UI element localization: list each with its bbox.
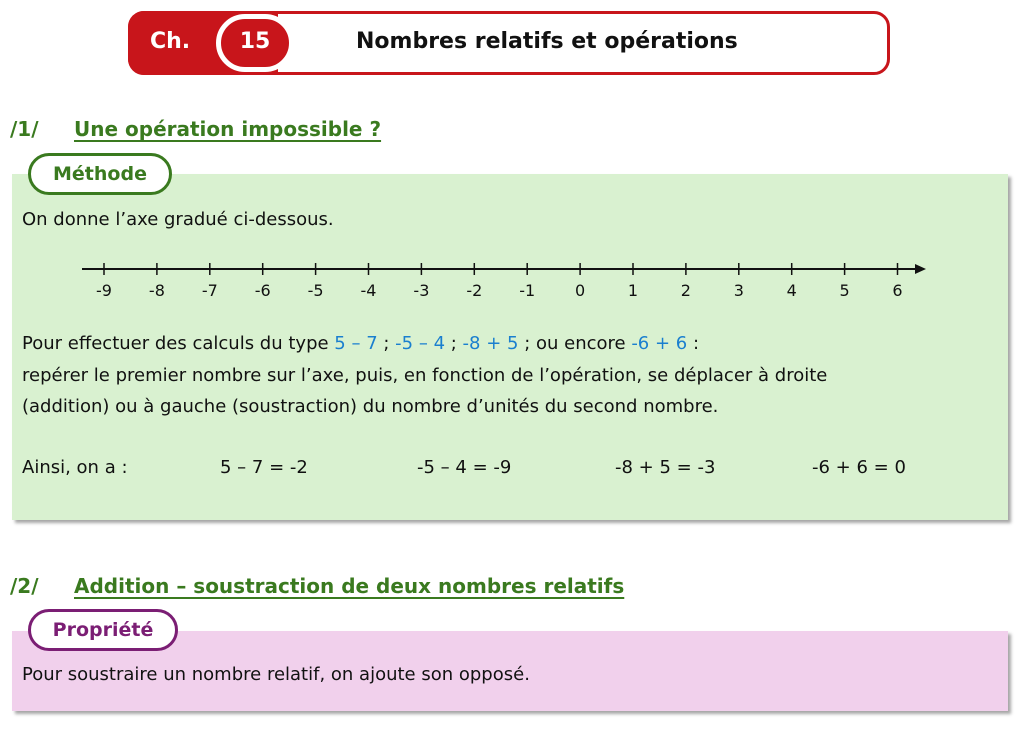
paragraph-text: Pour effectuer des calculs du type <box>22 333 335 354</box>
tick-label: 0 <box>575 281 586 300</box>
tick-label: 3 <box>733 281 744 300</box>
chapter-label: Ch. <box>150 29 191 54</box>
number-line <box>74 256 934 302</box>
chapter-header <box>128 11 890 75</box>
property-label: Propriété <box>28 609 178 651</box>
tick-label: 6 <box>892 281 903 300</box>
chapter-number: 15 <box>239 29 271 54</box>
section-2-number: /2/ <box>10 574 39 598</box>
section-1-number: /1/ <box>10 117 39 141</box>
tick-label: 5 <box>839 281 850 300</box>
calc-example-3: -8 + 5 <box>462 333 519 354</box>
example-result-4: -6 + 6 = 0 <box>812 457 906 478</box>
tick-label: -7 <box>201 281 218 300</box>
tick-label: -9 <box>96 281 112 300</box>
separator: ; ou encore <box>518 333 632 354</box>
tick-label: -2 <box>466 281 483 300</box>
example-result-1: 5 – 7 = -2 <box>220 457 308 478</box>
tick-label: -6 <box>254 281 271 300</box>
tick-label: 1 <box>627 281 639 300</box>
calc-example-1: 5 – 7 <box>334 333 378 354</box>
method-intro: On donne l’axe gradué ci-dessous. <box>22 209 334 230</box>
calc-example-4: -6 + 6 <box>631 333 688 354</box>
method-paragraph-line-2: repérer le premier nombre sur l’axe, puis, en fonction de l’opération, se déplacer à droite <box>22 365 828 386</box>
method-paragraph-line-3: (addition) ou à gauche (soustraction) du nombre d’unités du second nombre. <box>22 396 719 417</box>
section-1-title: Une opération impossible ? <box>74 117 382 141</box>
tick-label: 2 <box>680 281 691 300</box>
ainsi-label: Ainsi, on a : <box>22 457 128 478</box>
separator: ; <box>377 333 396 354</box>
section-2-heading <box>10 574 624 598</box>
tick-label: -4 <box>360 281 377 300</box>
calc-example-2: -5 – 4 <box>395 333 446 354</box>
tick-label: -3 <box>413 281 430 300</box>
number-line-arrow <box>915 264 926 274</box>
tick-label: 4 <box>786 281 797 300</box>
section-1-heading <box>10 117 381 141</box>
chapter-title: Nombres relatifs et opérations <box>356 29 738 54</box>
method-label: Méthode <box>28 153 172 195</box>
section-2-title: Addition – soustraction de deux nombres relatifs <box>74 574 625 598</box>
chapter-number-badge <box>216 14 294 72</box>
tick-label: -8 <box>148 281 165 300</box>
separator: : <box>687 333 700 354</box>
example-result-2: -5 – 4 = -9 <box>417 457 512 478</box>
example-result-3: -8 + 5 = -3 <box>615 457 716 478</box>
property-text: Pour soustraire un nombre relatif, on ajoute son opposé. <box>22 664 530 685</box>
method-paragraph-line-1 <box>22 333 699 354</box>
tick-label: -5 <box>307 281 324 300</box>
separator: ; <box>445 333 463 354</box>
tick-label: -1 <box>519 281 536 300</box>
